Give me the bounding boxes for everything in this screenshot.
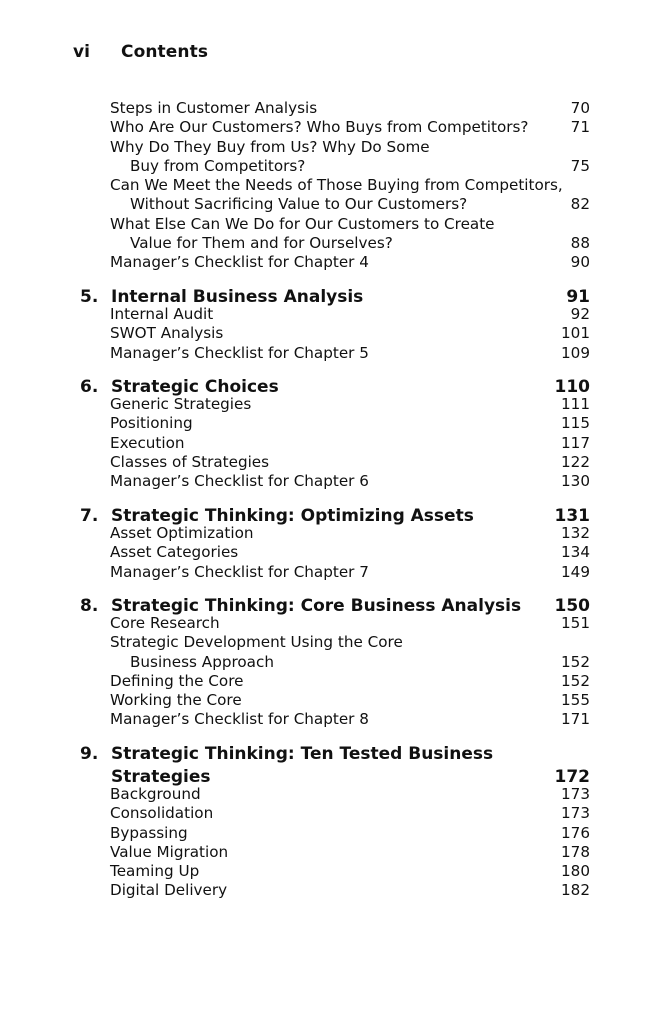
toc-entry	[110, 395, 590, 415]
toc-entry	[110, 710, 590, 730]
entry-page-number: 151	[561, 614, 590, 632]
entry-page-number: 132	[561, 524, 590, 542]
entry-title: Strategic Thinking: Ten Tested Business	[111, 744, 494, 764]
toc-entry	[110, 524, 590, 544]
toc-entry	[110, 305, 590, 325]
entry-title: Classes of Strategies	[110, 453, 270, 471]
entry-title: Consolidation	[110, 804, 214, 822]
entry-page-number: 130	[561, 472, 590, 490]
toc-entry	[110, 472, 590, 492]
toc-entry	[110, 824, 590, 844]
entry-title: Asset Optimization	[110, 524, 254, 542]
toc-entry	[110, 543, 590, 563]
entry-title: Strategic Choices	[111, 377, 279, 397]
entry-page-number: 111	[561, 395, 590, 413]
entry-title: Defining the Core	[110, 672, 244, 690]
toc-entry	[110, 414, 590, 434]
entry-page-number: 131	[554, 506, 590, 526]
entry-title: Teaming Up	[110, 862, 200, 880]
chapter-number: 5.	[80, 287, 99, 307]
entry-page-number: 122	[561, 453, 590, 471]
entry-title: Why Do They Buy from Us? Why Do Some	[110, 138, 430, 156]
toc-entry	[110, 843, 590, 863]
entry-title: Positioning	[110, 414, 193, 432]
toc-entry	[110, 672, 590, 692]
entry-title: Core Research	[110, 614, 220, 632]
toc-entry	[110, 324, 590, 344]
toc-entry	[110, 215, 590, 235]
entry-page-number: 134	[561, 543, 590, 561]
entry-title: SWOT Analysis	[110, 324, 224, 342]
entry-page-number: 117	[561, 434, 590, 452]
entry-title: Bypassing	[110, 824, 188, 842]
entry-page-number: 70	[570, 99, 590, 117]
entry-page-number: 88	[570, 234, 590, 252]
toc-entry	[110, 785, 590, 805]
entry-title: Business Approach	[130, 653, 274, 671]
entry-page-number: 75	[570, 157, 590, 175]
toc-entry-continuation	[130, 157, 590, 177]
entry-page-number: 173	[561, 785, 590, 803]
entry-title: Value for Them and for Ourselves?	[130, 234, 393, 252]
toc-entry	[110, 253, 590, 273]
toc-entry	[110, 563, 590, 583]
toc-entry	[110, 804, 590, 824]
entry-title: Manager’s Checklist for Chapter 4	[110, 253, 369, 271]
entry-title: Can We Meet the Needs of Those Buying from Competitors,	[110, 176, 563, 194]
entry-page-number: 152	[561, 653, 590, 671]
entry-title: Manager’s Checklist for Chapter 8	[110, 710, 369, 728]
entry-page-number: 178	[561, 843, 590, 861]
entry-title: Strategic Thinking: Optimizing Assets	[111, 506, 474, 526]
entry-title: Manager’s Checklist for Chapter 7	[110, 563, 369, 581]
entry-page-number: 176	[561, 824, 590, 842]
toc-entry	[110, 176, 590, 196]
chapter-number: 6.	[80, 377, 99, 397]
toc-entry-continuation	[130, 195, 590, 215]
toc-entry	[110, 344, 590, 364]
toc-entry	[110, 881, 590, 901]
toc-entry	[110, 614, 590, 634]
entry-page-number: 92	[570, 305, 590, 323]
entry-page-number: 155	[561, 691, 590, 709]
chapter-number: 8.	[80, 596, 99, 616]
entry-title: Strategic Thinking: Core Business Analysis	[111, 596, 522, 616]
entry-page-number: 149	[561, 563, 590, 581]
entry-page-number: 115	[561, 414, 590, 432]
entry-title: Without Sacrificing Value to Our Customers?	[130, 195, 468, 213]
toc-entry	[110, 99, 590, 119]
page-title: Contents	[121, 42, 209, 62]
entry-title: Internal Business Analysis	[111, 287, 364, 307]
entry-title: Value Migration	[110, 843, 229, 861]
entry-title: Background	[110, 785, 201, 803]
entry-title: What Else Can We Do for Our Customers to Create	[110, 215, 495, 233]
toc-entry-continuation	[130, 653, 590, 673]
entry-page-number: 82	[570, 195, 590, 213]
entry-title: Strategic Development Using the Core	[110, 633, 403, 651]
entry-page-number: 182	[561, 881, 590, 899]
entry-title: Working the Core	[110, 691, 242, 709]
running-header	[73, 42, 208, 62]
entry-title: Buy from Competitors?	[130, 157, 306, 175]
entry-page-number: 109	[561, 344, 590, 362]
chapter-heading	[80, 743, 590, 765]
entry-title: Asset Categories	[110, 543, 239, 561]
entry-page-number: 150	[554, 596, 590, 616]
page-number: vi	[73, 42, 91, 62]
entry-title: Internal Audit	[110, 305, 214, 323]
toc-entry	[110, 138, 590, 158]
entry-page-number: 152	[561, 672, 590, 690]
entry-page-number: 110	[554, 377, 590, 397]
entry-title: Manager’s Checklist for Chapter 5	[110, 344, 369, 362]
toc-entry-continuation	[130, 234, 590, 254]
entry-page-number: 101	[561, 324, 590, 342]
entry-page-number: 71	[570, 118, 590, 136]
chapter-number: 9.	[80, 744, 99, 764]
entry-page-number: 91	[566, 287, 590, 307]
entry-page-number: 90	[570, 253, 590, 271]
entry-title: Strategies	[111, 767, 211, 787]
entry-title: Who Are Our Customers? Who Buys from Competitors?	[110, 118, 529, 136]
entry-title: Digital Delivery	[110, 881, 228, 899]
toc-entry	[110, 118, 590, 138]
toc-entry	[110, 633, 590, 653]
entry-page-number: 171	[561, 710, 590, 728]
chapter-number: 7.	[80, 506, 99, 526]
toc-entry	[110, 862, 590, 882]
toc-entry	[110, 434, 590, 454]
entry-title: Manager’s Checklist for Chapter 6	[110, 472, 369, 490]
toc-entry	[110, 691, 590, 711]
entry-title: Generic Strategies	[110, 395, 252, 413]
entry-title: Execution	[110, 434, 185, 452]
toc-entry	[110, 453, 590, 473]
entry-page-number: 180	[561, 862, 590, 880]
entry-title: Steps in Customer Analysis	[110, 99, 318, 117]
entry-page-number: 173	[561, 804, 590, 822]
entry-page-number: 172	[554, 767, 590, 787]
